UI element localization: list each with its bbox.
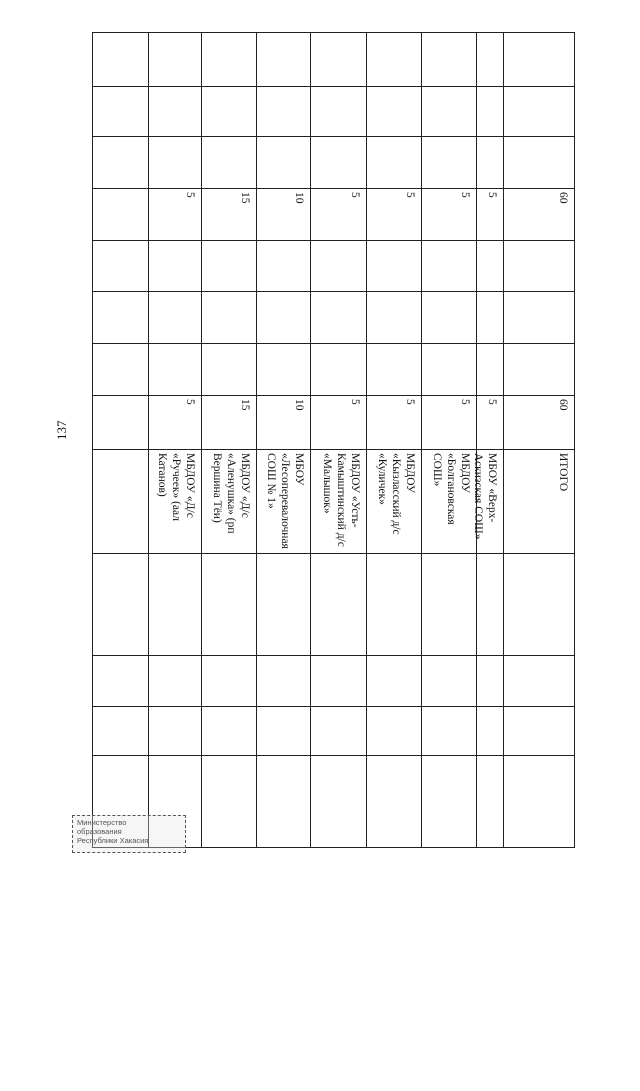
table-cell: МБДОУ «Болгановская СОШ»: [431, 453, 471, 525]
table-cell: 10: [293, 399, 305, 411]
page-number: 137: [54, 420, 69, 440]
table-column-border: [421, 32, 422, 848]
table-cell: ИТОГО: [557, 453, 569, 492]
stamp: [72, 815, 186, 853]
table-cell: 15: [239, 399, 251, 411]
table-cell: 5: [349, 399, 361, 405]
stamp-line: образования: [77, 827, 122, 836]
table-cell: 5: [459, 192, 471, 198]
table-cell: 5: [404, 399, 416, 405]
table-cell: МБДОУ «Д/с «Аленушка» (рп Вершина Тёи): [211, 453, 251, 534]
table-column-border: [574, 32, 575, 848]
table-cell: МБОУ «Верх-Аскизская СОШ»: [472, 453, 498, 540]
table-cell: 5: [459, 399, 471, 405]
stamp-line: Республики Хакасия: [77, 836, 149, 845]
table-cell: 15: [239, 192, 251, 204]
table-column-border: [476, 32, 477, 848]
table-cell: 5: [486, 192, 498, 198]
table-column-border: [201, 32, 202, 848]
table-cell: МБДОУ «Кызласский д/с «Куличек»: [376, 453, 416, 535]
table-cell: МБДОУ «Д/с «Ручеек» (аал Катанов): [156, 453, 196, 521]
table-column-border: [310, 32, 311, 848]
table-column-border: [366, 32, 367, 848]
table-cell: 10: [293, 192, 305, 204]
stamp-line: Министерство: [77, 818, 127, 827]
table-column-border: [92, 32, 93, 848]
table-column-border: [503, 32, 504, 848]
table-cell: 5: [486, 399, 498, 405]
table-cell: 60: [557, 192, 569, 204]
table-cell: МБОУ «Лесоперевалочная СОШ № 1»: [265, 453, 305, 549]
table-cell: 60: [557, 399, 569, 411]
table-column-border: [256, 32, 257, 848]
table-column-border: [148, 32, 149, 848]
table-cell: 5: [184, 192, 196, 198]
table-cell: 5: [349, 192, 361, 198]
table-cell: 5: [184, 399, 196, 405]
table-cell: МБДОУ «Усть-Камыштинский д/с «Малышок»: [321, 453, 361, 547]
table-cell: 5: [404, 192, 416, 198]
